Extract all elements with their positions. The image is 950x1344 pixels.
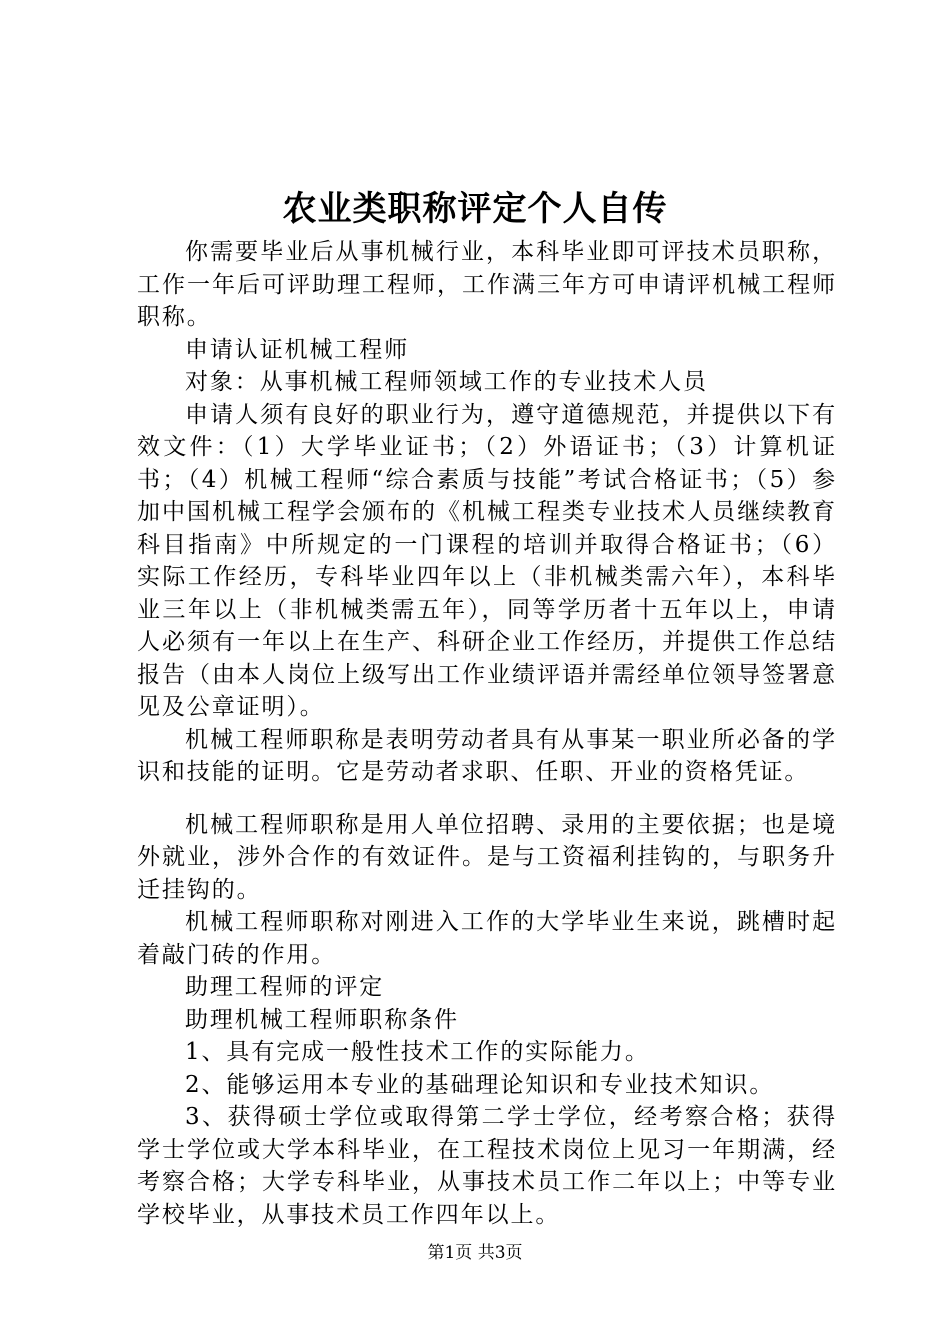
paragraph: 机械工程师职称对刚进入工作的大学毕业生来说，跳槽时起着敲门砖的作用。 <box>137 909 837 968</box>
paragraph: 申请认证机械工程师 <box>185 336 410 363</box>
paragraph: 助理工程师的评定 <box>185 974 385 1000</box>
paragraph: 对象：从事机械工程师领域工作的专业技术人员 <box>185 369 708 395</box>
paragraph: 机械工程师职称是用人单位招聘、录用的主要依据；也是境外就业，涉外合作的有效证件。是与工资福利挂钩的，与职务升迁挂钩的。 <box>137 811 837 903</box>
document-title: 农业类职称评定个人自传 <box>282 189 668 229</box>
page-number: 第1页 共3页 <box>427 1243 523 1263</box>
list-item: 1、具有完成一般性技术工作的实际能力。 <box>185 1039 650 1065</box>
paragraph: 助理机械工程师职称条件 <box>185 1006 459 1033</box>
document-body <box>137 236 837 1231</box>
list-item: 3、获得硕士学位或取得第二学士学位，经考察合格；获得学士学位或大学本科毕业，在工程技术岗位上见习一年期满，经考察合格；大学专科毕业，从事技术员工作二年以上；中等专业学校毕业，从事技术员工作四年以上。 <box>137 1104 837 1228</box>
paragraph: 申请人须有良好的职业行为，遵守道德规范，并提供以下有效文件：（1）大学毕业证书；（2）外语证书；（3）计算机证书；（4）机械工程师“综合素质与技能”考试合格证书；（5）参加中国机械工程学会颁布的《机械工程类专业技术人员继续教育科目指南》中所规定的一门课程的培训并取得合格证书；（6）实际工作经历，专科毕业四年以上（非机械类需六年），本科毕业三年以上（非机械类需五年），同等学历者十五年以上，申请人必须有一年以上在生产、科研企业工作经历，并提供工作总结报告（由本人岗位上级写出工作业绩评语并需经单位领导签署意见及公章证明）。 <box>137 401 837 720</box>
list-item: 2、能够运用本专业的基础理论知识和专业技术知识。 <box>185 1071 775 1098</box>
paragraph: 机械工程师职称是表明劳动者具有从事某一职业所必备的学识和技能的证明。它是劳动者求职、任职、开业的资格凭证。 <box>137 726 837 785</box>
paragraph: 你需要毕业后从事机械行业，本科毕业即可评技术员职称，工作一年后可评助理工程师，工作满三年方可申请评机械工程师职称。 <box>137 239 837 330</box>
